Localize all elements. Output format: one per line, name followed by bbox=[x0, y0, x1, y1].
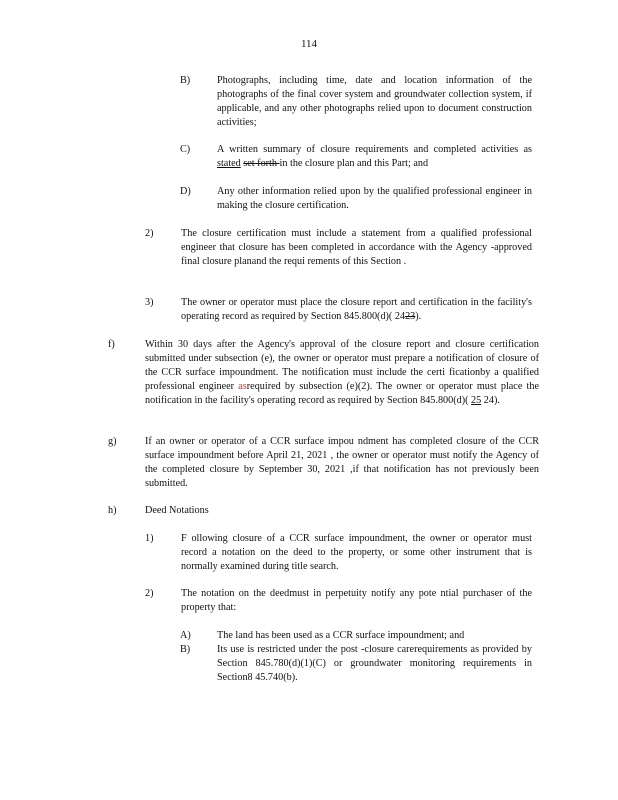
item-3-text-pre: The owner or operator must place the closure report and certification in the facility's operating record as required by Section 845.800(d)( 24 bbox=[181, 297, 532, 322]
item-label-d: D) bbox=[180, 186, 191, 197]
page-number: 114 bbox=[300, 38, 318, 50]
item-h1-deed-notation: F ollowing closure of a CCR surface impoundment, the owner or operator must record a notation on the deed to the property, or some other instrument that is normally examined during title search. bbox=[181, 533, 532, 572]
item-ha-land-use: The land has been used as a CCR surface impoundment; and bbox=[217, 630, 465, 641]
item-d-other-information: Any other information relied upon by the qualified professional engineer in making the closure certification. bbox=[217, 186, 532, 211]
item-c-text-pre: A written summary of closure requirements and completed activities as bbox=[217, 144, 532, 155]
item-f-text-pre: Within 30 days after the Agency's approval of the closure report and closure certification submitted under subsection (e), the owner or operator must prepare a notification of closure of the CCR surface impoundment. The notification must include the certi ficationby a qualified professional engineer bbox=[145, 339, 539, 392]
item-c-text-post: in the closure plan and this Part; and bbox=[279, 158, 429, 169]
item-g-completed-closure: If an owner or operator of a CCR surface impou ndment has completed closure of the CCR surface impoundment before April 21, 2021 , the owner or operator must notify the Agency of the completed closure by September 30, 2021 ,if that notification has not previously been submitted. bbox=[145, 436, 539, 489]
item-h2-notation-perpetuity: The notation on the deedmust in perpetuity notify any pote ntial purchaser of the property that: bbox=[181, 588, 532, 613]
item-f-notification bbox=[145, 338, 539, 408]
item-3-operating-record bbox=[181, 296, 532, 324]
item-label-h: h) bbox=[108, 505, 117, 516]
item-c-written-summary bbox=[217, 143, 532, 171]
item-f-red-word: as bbox=[238, 381, 247, 392]
item-f-text-mid: required by subsection (e)(2). The owner or operator must place the notification in the facility's operating record as required by Section 845.800(d)( bbox=[145, 381, 539, 406]
item-label-f: f) bbox=[108, 339, 115, 350]
item-f-inserted: 25 bbox=[471, 395, 482, 406]
item-c-inserted: stated bbox=[217, 158, 241, 169]
item-h-heading: Deed Notations bbox=[145, 505, 209, 516]
item-2-closure-certification: The closure certification must include a statement from a qualified professional engineer that closure has been completed in accordance with the Agency -approved final closure planand the requi rements of this Section . bbox=[181, 228, 532, 267]
item-c-deleted: set forth bbox=[243, 158, 280, 169]
item-label-b: B) bbox=[180, 75, 191, 86]
item-f-text-post: 24). bbox=[481, 395, 500, 406]
item-label-h1: 1) bbox=[145, 533, 154, 544]
item-label-g: g) bbox=[108, 436, 117, 447]
item-label-ha: A) bbox=[180, 630, 191, 641]
item-3-text-post: ). bbox=[415, 311, 422, 322]
item-hb-use-restricted: Its use is restricted under the post -closure carerequirements as provided by Section 845.780(d)(1)(C) or groundwater monitoring requirements in Section8 45.740(b). bbox=[217, 644, 532, 683]
item-label-3: 3) bbox=[145, 297, 154, 308]
item-label-hb: B) bbox=[180, 644, 191, 655]
item-label-h2: 2) bbox=[145, 588, 154, 599]
item-b-photographs: Photographs, including time, date and location information of the photographs of the final cover system and groundwater collection system, if applicable, and any other photographs relied upon to document construction activities; bbox=[217, 75, 532, 128]
item-label-c: C) bbox=[180, 144, 191, 155]
item-3-deleted: 23 bbox=[405, 311, 416, 322]
item-label-2: 2) bbox=[145, 228, 154, 239]
